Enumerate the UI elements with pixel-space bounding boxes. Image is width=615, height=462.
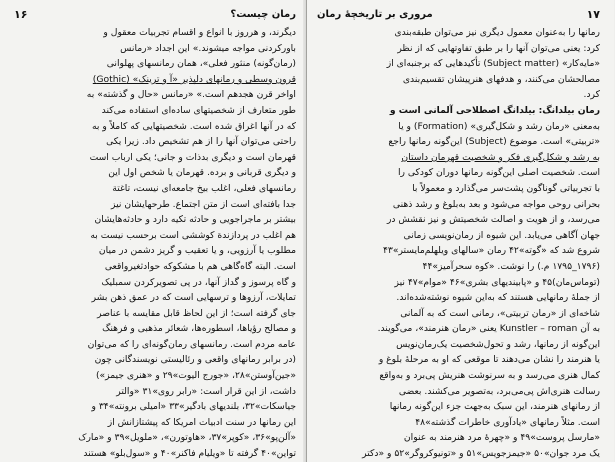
text-line: کرد. [583,89,600,101]
right-page-header [317,6,600,22]
text-line: داشت، از این قرار است: «رابر روی»۳۱ «والتر [116,385,296,397]
text-line: (۱۷۹۶_۱۷۹۵ م.) را نوشت. «کوه سحرآمیز»۴۴ [422,260,600,272]
text-line: و دیگری قربانی و برده. قهرمان یا شخص اول این [108,167,296,179]
text-line: از جملهٔ رمانهایی هستند که به‌این شیوه نوشته‌شده‌اند. [396,292,600,304]
text-line: جهان آگاهی می‌یابد. این شیوه از رمان‌نویسی زمانی [403,229,600,241]
text-line: این رمانها در سنت ادبیات امریکا که پیشتازانش از [107,416,296,428]
text-line: عامه مردم است. رمانسهای رمان‌گونه‌ای را که می‌توان [87,338,296,350]
text-line: «مارسل پروست»۴۹ و «چهرهٔ مرد هنرمند به عنوان [403,432,600,444]
left-page-body [14,25,296,462]
text-line: می‌رسد، و از هویت و اصالت شخصیتش و نیز نقشش در [386,214,600,226]
text-line: کرد: یعنی می‌توان آنها را بر طبق تفاوتهایی که از نظر [397,42,600,54]
text-line: با تجربیاتی گوناگون پشت‌سر می‌گذارد و معمولاً با [412,182,600,194]
text-line: بحرانی روحی مواجه می‌شود و بعد به‌بلوغ و رشد ذهنی [392,198,600,210]
text-line: جیاسکات»۳۲، بلندیهای بادگیر»۳۳ «امیلی برونته»۳۴ و [91,401,296,413]
text-line: بیشتر بر ماجراجویی و حادثه تکیه دارد و حادثه‌هایشان [94,214,296,226]
text-line: «تربیتی» است. موضوع (Subject) این‌گونه رمانها راجع [388,136,600,148]
text-line: به رشد و شکل‌گیری فکر و شخصیت قهرمان داستان [401,151,600,163]
text-line: شاخه‌ای از «رمان تربیتی»، رمانی است که به آلمانی [400,307,600,319]
text-line: و گاه پرسوز و گداز آنها، در پی تصویرکردن سمبلیک [101,276,296,288]
text-line: هم اغلب در پردازندة کوششی است برحسب نیست به [90,229,296,241]
text-line: «جین‌آوستن»۲۸، «جورج الیوت»۲۹ و «هنری جیمز») [95,370,296,382]
text-line: طور متعارف از شخصیتهای ساده‌ای استفاده می‌کند [101,104,296,116]
text-line: یک مرد جوان»۵۰ «جیمزجویس»۵۱ و «تونیوکروگر»۵۲ و «دکتر [362,448,600,460]
text-line: باورکردنی مواجه میشوند.» این اجداد «رمانس [120,42,296,54]
text-line: (در برابر رمانهای واقعی و رئالیستی نویسندگانی چون [94,354,296,366]
text-line: به آن Kunstler – roman یعنی «رمان هنرمند»، می‌گویند. [377,323,600,335]
text-line: به‌معنی «رمان رشد و شکل‌گیری» (Formation) و یا [398,120,600,132]
text-line: است. مثلاً رمانهای «یادآوری خاطرات گذشته»۴۸ [415,416,600,428]
text-line: مصالحشان می‌کنند، و هدفهای هنرپیشان تقسیم‌بندی [402,73,600,85]
right-running-head: مروری بر تاریخچهٔ رمان [317,8,433,20]
text-line: (توماس‌مان)۴۵ و «پابیندیهای بشری»۴۶ «موام»۴۷ نیز [394,276,600,288]
text-line: است. البته گاه‌گاهی هم با مشکوکه‌ حوادثغیرواقعی [104,260,296,272]
section-heading-line: رمان بیلدانگ: بیلدانگ اصطلاحی آلمانی است و [389,104,600,116]
text-line: که در آنها اغراق شده است. شخصیتهایی که کاملاً و به [92,120,296,132]
right-page-body [317,25,600,462]
right-page-number: ۱۷ [586,7,600,21]
left-page-header [14,6,296,22]
text-line: جدا بافته‌ای است از متن اجتماع. طرحهایشان نیز [111,198,296,210]
text-line: مطلوب یا آرزویی، و یا تعقیب و گریز دشمن در میان [98,245,296,257]
text-line: قرون وسطی و رمانهای دلپذیر «آ و ترینک» (Gothic) [92,73,296,85]
text-line: رمانسهای فعلی، اغلب بیخ جامعه‌ای نیست، تاغتة [112,182,296,194]
left-running-head: رمان چیست؟ [230,8,296,20]
text-line: اواخر قرن هجدهم است.» «رمانس «حال و گذشته» به [86,89,296,101]
text-line: دیگرند، و هرروز با انواع و اقسام تجربیات معقول و [103,27,296,38]
text-line: تمایلات، آرزوها و ترسهایی است که در عمق ذهن بشر [91,292,296,304]
left-page-number: ۱۶ [14,7,28,21]
text-line: و مصالح رؤیاها، اسطوره‌ها، شعائر مذهبی و فرهنگ [102,323,296,335]
right-page [307,0,614,462]
text-line: جای گرفته است؛ از این لحاظ قابل مقایسه با عناصر [97,307,296,319]
text-line: رسالت هنری‌اش پی‌می‌برد، به‌تصویر می‌کشند. بعضی [398,385,600,397]
text-line: از رمانهای هنرمند، این سبک به‌جهت جزء این‌گونه رمانها [389,401,600,413]
text-line: (رمان‌گونه) منثور فعلی»، همان رمانسهای پهلوانی [106,58,296,70]
text-line: «مایه‌کار» (Subject matter) تأکیدهایی که برجنبه‌ای از [386,58,600,70]
left-page [0,0,307,462]
text-line: یا هنرمند را نشان می‌دهند تا موقعی که او به مرحلهٔ بلوغ و [378,354,600,366]
text-line: کمال هنری می‌رسد و به سرنوشت هنریش پی‌برد و به‌واقع [379,370,600,382]
text-line: قهرمان است و دیگری بدذات و جانی؛ یکی ارباب است [89,151,296,163]
text-line: شروع شد که «گوته»۴۲ رمان «سالهای ویلهلم‌مایستر»۴۳ [382,245,600,257]
text-line: رمانها را به‌عنوان معمول دیگری نیز می‌توان طبقه‌بندی [394,27,600,38]
text-line: راحتی می‌توان آنها را از هم تشخیص داد. زیرا یکی [106,136,296,148]
text-line: است. شخصیت اصلی این‌گونه رمانها دوران کودکی را [397,167,600,179]
text-line: «آلن‌پو»۳۶، «کوپر»۳۷، «هاوتورن»، «ملویل»۳۹ و «مارک [78,432,296,444]
text-line: تواین»۴۰ گرفته تا «ویلیام فاکنر»۴۰ و «سول‌بلو» هستند [83,448,296,460]
text-line: این‌گونه از رمانها، رشد و تحول‌شخصیت یک‌رمان‌نویس [396,338,600,350]
